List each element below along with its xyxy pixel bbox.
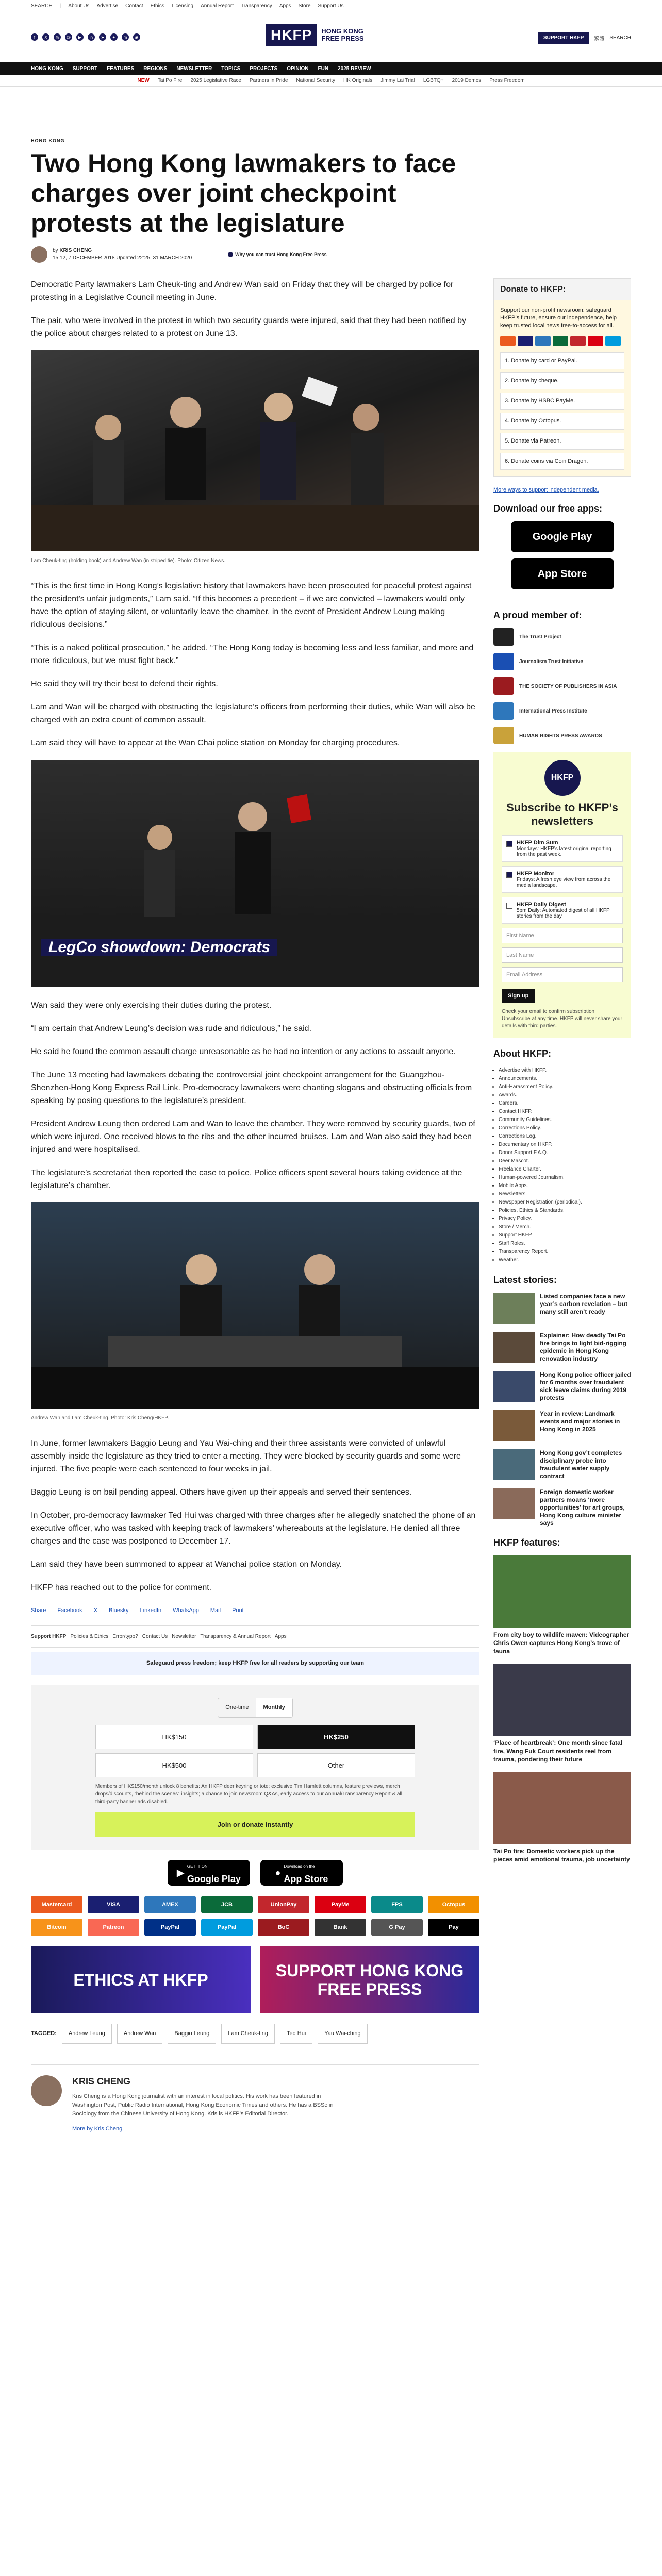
about-link[interactable]: • Documentary on HKFP. [499,1141,631,1149]
option-desc: Mondays: HKFP’s latest original reporting from the past week. [517,846,611,857]
newsletter-signup [493,752,631,1038]
nav-hong-kong[interactable]: HONG KONG [31,65,63,72]
author-name[interactable]: KRIS CHENG [59,248,92,253]
paragraph: The pair, who were involved in the protest in which two security guards were injured, said that they had been notified by the police about charges related to a protest on June 13. [31,316,467,338]
share-label[interactable]: Share [31,1607,46,1614]
member-org[interactable] [493,628,631,646]
story-thumbnail [493,1449,535,1480]
logo-text [321,28,363,42]
paragraph: “I am certain that Andrew Leung’s decision was rude and ridiculous,” he said. [31,1024,312,1033]
about-link[interactable]: • Advertise with HKFP. [499,1066,631,1075]
tags-label: TAGGED: [31,2030,57,2037]
feature-image [493,1664,631,1736]
about-link[interactable]: • Policies, Ethics & Standards. [499,1207,631,1215]
about-link[interactable]: • Corrections Log. [499,1132,631,1141]
card-logos [500,336,624,346]
donate-option[interactable]: 4. Donate by Octopus. [500,413,624,430]
newsletter-title: Subscribe to HKFP’s newsletters [506,801,618,827]
member-name: The Trust Project [519,634,561,640]
trust-label: Why you can trust Hong Kong Free Press [235,252,327,257]
badge-small-text: GET IT ON [187,1864,208,1869]
donate-option[interactable]: 3. Donate by HSBC PayMe. [500,393,624,410]
payment-logo: AMEX [144,1896,196,1913]
feature-stories [493,1555,631,1863]
paragraph: “This is a naked political prosecution,” he added. “The Hong Kong today is becoming less and less familiar, and more and more ridiculous, but we must fight back.” [31,643,474,665]
paragraph: HKFP has reached out to the police for comment. [31,1583,212,1592]
payment-logo: UnionPay [258,1896,309,1913]
payment-logo: Octopus [428,1896,479,1913]
about-link[interactable]: • Freelance Charter. [499,1165,631,1174]
sidebar-donate [493,278,631,477]
story-title: Explainer: How deadly Tai Po fire brings to light bid-rigging epidemic in Hong Kong renovation industry [540,1332,626,1362]
story-item[interactable] [493,1488,631,1527]
payment-logo: Mastercard [31,1896,82,1913]
paragraph: In October, pro-democracy lawmaker Ted Hui was charged with three charges after he allegedly snatched the phone of an executive officer, who was tasked with keeping track of lawmakers’ whereabouts at the legislature. He denied all three charges and the case was postponed to December 17. [31,1511,476,1546]
feature-item[interactable] [493,1772,631,1863]
about-link[interactable]: • Human-powered Journalism. [499,1174,631,1182]
more-ways-link[interactable]: More ways to support independent media. [493,487,599,493]
about-link[interactable]: • Newsletters. [499,1190,631,1198]
trending-link[interactable]: Tai Po Fire [157,78,183,83]
trending-link[interactable]: National Security [296,78,335,83]
photo-illustration [31,1202,479,1409]
info-icon [228,252,233,257]
paragraph: Democratic Party lawmakers Lam Cheuk-ting and Andrew Wan said on Friday that they will be charged by police for protesting in a Legislative Council meeting in June. [31,280,454,302]
trending-link[interactable]: 2025 Legislative Race [190,78,241,83]
about-link[interactable]: • Donor Support F.A.Q. [499,1149,631,1157]
payment-logo: JCB [201,1896,253,1913]
about-link[interactable]: • Transparency Report. [499,1248,631,1256]
option-name: HKFP Daily Digest [517,902,566,908]
option-name: HKFP Monitor [517,871,555,877]
feature-title: Tai Po fire: Domestic workers pick up the pieces amid emotional trauma, job uncertainty [493,1848,630,1863]
features-heading: HKFP features: [493,1537,560,1548]
payment-logo: Bitcoin [31,1919,82,1936]
trending-link[interactable]: Partners in Pride [249,78,288,83]
ipi-logo [493,702,514,720]
safeguard-banner[interactable]: Safeguard press freedom; keep HKFP free for all readers by supporting our team [31,1652,479,1675]
rss-icon[interactable]: ◉ [133,33,140,41]
mastercard-icon [500,336,516,346]
byline [31,246,327,263]
unionpay-icon [570,336,586,346]
about-link[interactable]: • Careers. [499,1099,631,1108]
about-link[interactable]: • Community Guidelines. [499,1116,631,1124]
donate-body [494,300,631,476]
footer-link[interactable]: Contact Us [142,1634,168,1639]
support-button[interactable]: SUPPORT HKFP [538,32,589,44]
checkbox[interactable] [506,903,512,909]
linkedin-icon[interactable]: in [88,33,95,41]
latest-heading: Latest stories: [493,1275,557,1285]
story-thumbnail [493,1371,535,1402]
story-item[interactable] [493,1293,631,1324]
support-link[interactable]: Support Us [318,3,344,9]
story-thumbnail [493,1488,535,1519]
paragraph: In June, former lawmakers Baggio Leung and Yau Wai-ching and their three assistants were convicted of unlawful assembly inside the legislature as they tried to enter a meeting. They were blocked by security guards and some were injured. The five people were each sentenced to four weeks in jail. [31,1439,461,1473]
video-title: LegCo showdown: Democrats [41,939,277,956]
tag[interactable]: Andrew Leung [62,2024,112,2044]
logo-mark: HKFP [266,24,317,46]
share-whatsapp[interactable]: WhatsApp [173,1607,199,1614]
transparency-link[interactable]: Transparency [241,3,272,9]
about-link[interactable]: • Awards. [499,1091,631,1099]
about-link[interactable]: • Anti-Harassment Policy. [499,1083,631,1091]
jcb-icon [553,336,568,346]
footer-support-link[interactable]: Support HKFP [31,1634,67,1639]
trending-link[interactable]: Press Freedom [489,78,525,83]
member-name: Journalism Trust Initiative [519,658,583,665]
share-linkedin[interactable]: LinkedIn [140,1607,162,1614]
about-heading: About HKFP: [493,1048,551,1059]
mastodon-icon[interactable]: m [122,33,129,41]
contact-link[interactable]: Contact [125,3,143,9]
share-x[interactable]: X [93,1607,98,1614]
logo-line-2: FREE PRESS [321,35,364,42]
new-badge: NEW [137,78,150,83]
about-link[interactable]: • Store / Merch. [499,1223,631,1231]
feature-image [493,1555,631,1628]
nav-projects[interactable]: PROJECTS [250,65,278,72]
about-link[interactable]: • Weather. [499,1256,631,1264]
story-title: Hong Kong police officer jailed for 6 months over fraudulent sick leave claims during 2019 protests [540,1371,631,1401]
checkbox-checked[interactable] [506,841,512,847]
join-donate-button[interactable]: Join or donate instantly [95,1812,415,1837]
option-text [517,871,618,888]
share-facebook[interactable]: Facebook [57,1607,82,1614]
figure [31,350,479,567]
paypal-icon [605,336,621,346]
bluesky-icon[interactable]: ✦ [110,33,118,41]
trending-link[interactable]: Jimmy Lai Trial [380,78,415,83]
share-bluesky[interactable]: Bluesky [109,1607,129,1614]
article-body [31,278,479,2136]
member-heading: A proud member of: [493,610,582,620]
app-store-badge[interactable]: App Store [511,558,614,589]
payment-logo: VISA [88,1896,139,1913]
payment-logo: PayPal [201,1919,253,1936]
nav-features[interactable]: FEATURES [107,65,135,72]
about-link[interactable]: • Newspaper Registration (periodical). [499,1198,631,1207]
email-field[interactable]: Email Address [502,967,623,982]
author-details [72,2075,351,2136]
author-box [31,2064,479,2136]
header-actions [538,32,631,44]
hkfp-logo: HKFP [544,760,581,796]
footer-link[interactable]: Apps [274,1634,287,1639]
member-org[interactable] [493,653,631,670]
article-title: Two Hong Kong lawmakers to face charges over joint checkpoint protests at the legislature [31,149,456,238]
nav-regions[interactable]: REGIONS [143,65,168,72]
trending-link[interactable]: HK Originals [343,78,373,83]
badge-text [284,1860,328,1886]
toggle-one-time[interactable]: One-time [225,1704,249,1710]
hrpa-logo [493,727,514,744]
nav-review[interactable]: 2025 REVIEW [338,65,371,72]
option-text [517,902,618,919]
sopa-logo [493,677,514,695]
amount-option-selected[interactable]: HK$250 [257,1725,415,1749]
donate-option[interactable]: 5. Donate via Patreon. [500,433,624,450]
story-thumbnail [493,1293,535,1324]
about-link[interactable]: • Privacy Policy. [499,1215,631,1223]
tag[interactable]: Ted Hui [280,2024,312,2044]
divider: | [59,3,61,9]
paragraph: President Andrew Leung then ordered Lam and Wan to leave the chamber. They were removed by security guards, two of which were injured. One received blows to the ribs and the other incurred bruises. Lam and Wan also said they had been injured and were hospitalised. [31,1120,475,1154]
story-title: Hong Kong gov’t completes disciplinary probe into fraudulent water supply contract [540,1449,622,1480]
author-more-link[interactable]: More by Kris Cheng [72,2126,123,2132]
photo-legco-protest [31,350,479,551]
amount-option[interactable]: HK$150 [95,1725,253,1749]
footer-link[interactable]: Newsletter [172,1634,196,1639]
share-mail[interactable]: Mail [210,1607,221,1614]
facebook-icon[interactable]: f [31,33,38,41]
paragraph: The June 13 meeting had lawmakers debating the controversial joint checkpoint arrangement for the Guangzhou-Shenzhen-Hong Kong Express Rail Link. Pro-democracy lawmakers were chanting slogans and obstructing officials from speaking by posing questions to the legislature’s president. [31,1071,472,1105]
google-play-badge[interactable]: Google Play [511,521,614,552]
video-embed[interactable] [31,760,479,987]
author-bio: Kris Cheng is a Hong Kong journalist with an interest in local politics. His work has been featured in Washington Post, Public Radio International, Hong Kong Economic Times and others. He has a BSSc in Sociology from the Chinese University of Hong Kong. Kris is HKFP’s Editorial Director. [72,2093,334,2117]
byline-meta [53,247,192,262]
trending-link[interactable]: 2019 Demos [452,78,482,83]
language-link[interactable]: 繁體 [594,36,605,42]
payment-methods [31,1896,479,1936]
member-name: THE SOCIETY OF PUBLISHERS IN ASIA [519,683,617,689]
paragraph: He said they will try their best to defend their rights. [31,680,218,688]
publish-dates: 15:12, 7 DECEMBER 2018 Updated 22:25, 31 MARCH 2020 [53,255,192,261]
donate-option[interactable]: 6. Donate coins via Coin Dragon. [500,453,624,470]
paragraph: He said he found the common assault charge unreasonable as he had no intention or any actions to assault anyone. [31,1047,456,1056]
top-utility-bar [0,0,662,12]
badge-small-text: Download on the [284,1864,315,1869]
feature-item[interactable] [493,1664,631,1764]
nav-support[interactable]: SUPPORT [72,65,98,72]
site-logo[interactable] [266,24,364,46]
feature-title: From city boy to wildlife maven: Videographer Chris Owen captures Hong Kong’s trove of fauna [493,1631,630,1655]
paragraph: Lam and Wan will be charged with obstructing the legislature’s officers from performing their duties, while Wan will also be charged with an extra count of common assault. [31,703,475,724]
app-store-badge[interactable] [260,1860,343,1886]
store-link[interactable]: Store [298,3,311,9]
google-play-badge[interactable] [168,1860,250,1886]
frequency-toggle [218,1698,292,1718]
newsletter-option[interactable] [502,866,623,893]
paragraph: Lam said they have been summoned to appear at Wanchai police station on Monday. [31,1560,342,1569]
tag[interactable]: Andrew Wan [117,2024,163,2044]
nav-topics[interactable]: TOPICS [221,65,241,72]
trending-link[interactable]: LGBTQ+ [423,78,444,83]
tag[interactable]: Lam Cheuk-ting [221,2024,275,2044]
photo-press-conference [31,1202,479,1409]
paragraph: Wan said they were only exercising their duties during the protest. [31,1001,272,1010]
member-org[interactable] [493,677,631,695]
checkbox-checked[interactable] [506,872,512,878]
share-links [31,1604,479,1617]
support-banner[interactable]: SUPPORT HONG KONG FREE PRESS [260,1946,479,2013]
story-item[interactable] [493,1371,631,1402]
photo-caption: Andrew Wan and Lam Cheuk-ting. Photo: Kris Cheng/HKFP. [31,1415,169,1421]
donate-widget [31,1685,479,1850]
badge-text [187,1860,241,1886]
story-thumbnail [493,1332,535,1363]
ethics-link[interactable]: Ethics [150,3,164,9]
about-link[interactable]: • Announcements. [499,1075,631,1083]
about-link[interactable]: • Deer Mascot. [499,1157,631,1165]
story-item[interactable] [493,1332,631,1363]
advertise-link[interactable]: Advertise [96,3,119,9]
threads-icon[interactable]: @ [65,33,72,41]
payme-icon [588,336,603,346]
author-name[interactable]: KRIS CHENG [72,2076,131,2087]
signup-button[interactable]: Sign up [502,989,535,1003]
social-icons [31,33,140,41]
tags-row [31,2024,479,2044]
payment-logo: FPS [371,1896,423,1913]
membership-note: Members of HK$150/month unlock 8 benefits: An HKFP deer keyring or tote; exclusive Tim Hamlett columns, feature previews, merch drops/discounts, “behind the scenes” insights; a chance to join newsroom Q&As, early access to our Annual/Transparency Report & all third-party banner ads disabled. [95,1784,402,1805]
payment-logo: BoC [258,1919,309,1936]
telegram-icon[interactable]: ➤ [99,33,106,41]
header-search-link[interactable]: SEARCH [609,35,631,41]
visa-icon [518,336,533,346]
paragraph: “This is the first time in Hong Kong’s legislative history that lawmakers have been prosecuted for peaceful protest against the president’s unfair judgments,” Lam said. “If this becomes a precedent – if we are convicted – lawmakers would only have the option of staying silent, or voluntarily leave the chamber, in the event of President Andrew Leung making ridiculous decisions.” [31,582,472,629]
about-links [493,1066,631,1264]
tag[interactable]: Baggio Leung [168,2024,216,2044]
donate-option[interactable]: 2. Donate by cheque. [500,372,624,389]
nav-newsletter[interactable]: NEWSLETTER [176,65,212,72]
donate-heading: Donate to HKFP: [494,279,631,300]
first-name-field[interactable]: First Name [502,928,623,943]
about-link[interactable]: • Mobile Apps. [499,1182,631,1190]
search-link[interactable]: SEARCH [31,3,53,9]
about-link[interactable]: • Contact HKFP. [499,1108,631,1116]
story-item[interactable] [493,1449,631,1480]
donate-text: Support our non-profit newsroom: safeguard HKFP’s future, ensure our independence, help keep trusted local news free-to-access for all. [500,307,617,329]
author-avatar[interactable] [31,2075,62,2106]
story-item[interactable] [493,1410,631,1441]
app-download-badges [31,1860,479,1886]
payment-logo: PayPal [144,1919,196,1936]
paragraph: The legislature’s secretariat then reported the case to police. Police officers spent several hours taking evidence at the legislature’s chamber. [31,1168,462,1190]
latest-stories [493,1293,631,1527]
main-nav [0,62,662,75]
option-desc: Fridays: A fresh eye view from across the media landscape. [517,877,611,888]
apple-icon: ● [275,1867,281,1878]
option-text [517,840,618,857]
section-label[interactable]: HONG KONG [31,138,65,143]
licensing-link[interactable]: Licensing [171,3,194,9]
newsletter-option[interactable] [502,835,623,862]
photo-illustration [31,350,479,551]
footer-link[interactable]: Transparency & Annual Report [200,1634,271,1639]
figure [31,1202,479,1425]
footer-link[interactable]: Error/typo? [112,1634,138,1639]
logo-line-1: HONG KONG [321,27,363,35]
story-title: Foreign domestic worker partners moans ‘more opportunities’ for art groups, Hong Kong culture minister says [540,1488,625,1527]
play-icon: ▶ [177,1867,184,1878]
payment-logo: Pay [428,1919,479,1936]
newsletter-note: Check your email to confirm subscription. Unsubscribe at any time. HKFP will never share your details with third parties. [502,1009,622,1029]
payment-logo: G Pay [371,1919,423,1936]
feature-item[interactable] [493,1555,631,1655]
payment-logo: Patreon [88,1919,139,1936]
apps-link[interactable]: Apps [279,3,291,9]
instagram-icon[interactable]: ◎ [54,33,61,41]
apps-heading: Download our free apps: [493,503,603,514]
member-name: HUMAN RIGHTS PRESS AWARDS [519,733,602,739]
member-org[interactable] [493,727,631,744]
nav-fun[interactable]: FUN [318,65,329,72]
amount-options [95,1725,415,1777]
footer-link[interactable]: Policies & Ethics [70,1634,109,1639]
ethics-banner[interactable]: ETHICS AT HKFP [31,1946,251,2013]
feature-title: ‘Place of heartbreak’: One month since fatal fire, Wang Fuk Court residents reel from trauma, pondering their future [493,1739,623,1763]
promo-banners [31,1946,479,2013]
trust-project-logo [493,628,514,646]
paragraph: Baggio Leung is on bail pending appeal. Others have given up their appeals and served their sentences. [31,1488,412,1497]
about-link[interactable]: • Corrections Policy. [499,1124,631,1132]
photo-caption: Lam Cheuk-ting (holding book) and Andrew Wan (in striped tie). Photo: Citizen News. [31,558,226,564]
about-link[interactable]: • Support HKFP. [499,1231,631,1240]
article-footer-links [31,1625,479,1648]
donate-option[interactable]: 1. Donate by card or PayPal. [500,352,624,369]
amount-other[interactable]: Other [257,1753,415,1777]
payment-logo: PayMe [315,1896,366,1913]
member-org[interactable] [493,702,631,720]
story-thumbnail [493,1410,535,1441]
tag[interactable]: Yau Wai-ching [318,2024,367,2044]
badge-store-name: App Store [284,1874,328,1884]
option-desc: 5pm Daily: Automated digest of all HKFP stories from the day. [517,908,610,919]
story-title: Listed companies face a new year’s carbon revelation – but many still aren’t ready [540,1293,628,1315]
x-icon[interactable]: X [42,33,49,41]
byline-prefix: by [53,248,58,253]
badge-store-name: Google Play [187,1874,241,1884]
annual-report-link[interactable]: Annual Report [201,3,234,9]
about-link[interactable]: • Staff Roles. [499,1240,631,1248]
story-title: Year in review: Landmark events and major stories in Hong Kong in 2025 [540,1410,620,1433]
site-header [0,12,662,62]
paragraph: Lam said they will have to appear at the Wan Chai police station on Monday for charging procedures. [31,739,400,748]
toggle-monthly[interactable]: Monthly [256,1698,292,1717]
about-link[interactable]: About Us [68,3,90,9]
newsletter-option[interactable] [502,897,623,924]
jti-logo [493,653,514,670]
nav-opinion[interactable]: OPINION [287,65,309,72]
trust-link[interactable] [228,252,327,257]
last-name-field[interactable]: Last Name [502,947,623,963]
sidebar [493,278,631,1872]
feature-image [493,1772,631,1844]
amex-icon [535,336,551,346]
author-avatar[interactable] [31,246,47,263]
member-name: International Press Institute [519,708,587,714]
youtube-icon[interactable]: ▶ [76,33,84,41]
trending-bar [0,75,662,87]
payment-logo: Bank [315,1919,366,1936]
option-name: HKFP Dim Sum [517,840,558,846]
amount-option[interactable]: HK$500 [95,1753,253,1777]
share-print[interactable]: Print [232,1607,244,1614]
